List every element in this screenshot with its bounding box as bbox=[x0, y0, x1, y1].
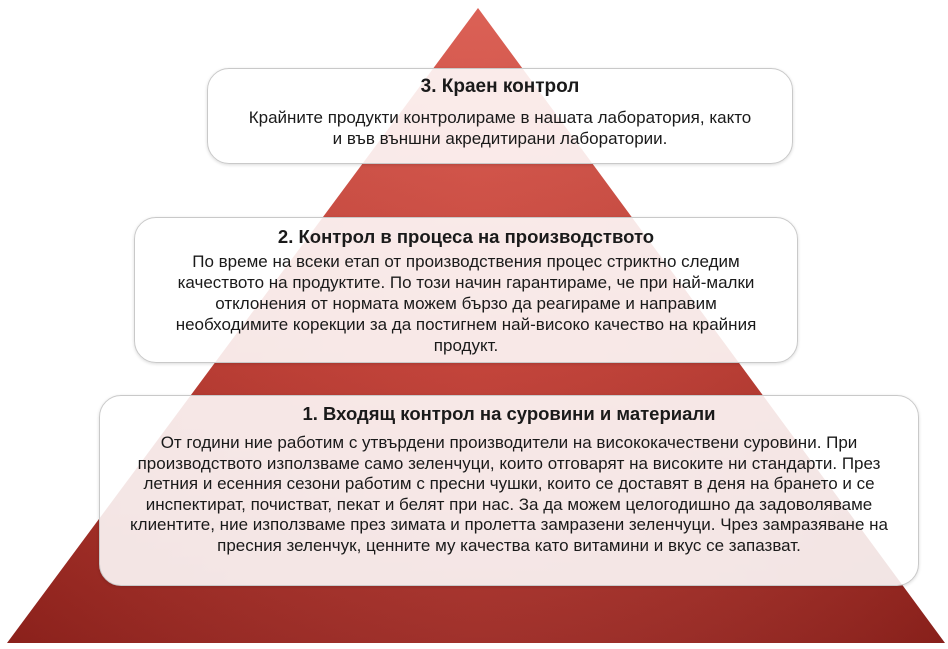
level-1-text: От години ние работим с утвърдени производители на висококачествени суровини. При производството използваме само зеленчуци, които отговарят на високите ни стандарти. През летния и есенния сезони работим с пресни чушки, които се доставят в деня на брането и се инспектират, почистват, пекат и белят при нас. За да можем целогодишно да задоволяваме клиентите, ние използваме през зимата и пролетта замразени зеленчуци. Чрез замразяване на пресния зеленчук, ценните му качества като витамини и вкус се запазват. bbox=[130, 433, 888, 555]
level-1-box bbox=[99, 395, 919, 586]
level-2-title: 2. Контрол в процеса на производството bbox=[277, 226, 655, 247]
level-2-box bbox=[134, 217, 798, 363]
level-3-box bbox=[207, 68, 793, 164]
level-2-text: По време на всеки етап от производствения процес стриктно следим качеството на продуктите. По този начин гарантираме, че при най-малки отклонения от нормата можем бързо да реагираме и направим необходимите корекции за да постигнем най-високо качество на крайния продукт. bbox=[175, 252, 757, 355]
level-1-title: 1. Входящ контрол на суровини и материали bbox=[302, 403, 716, 424]
level-3-text: Крайните продукти контролираме в нашата лаборатория, както и във външни акредитирани лаборатории. bbox=[248, 108, 752, 148]
level-3-title: 3. Краен контрол bbox=[420, 76, 580, 97]
